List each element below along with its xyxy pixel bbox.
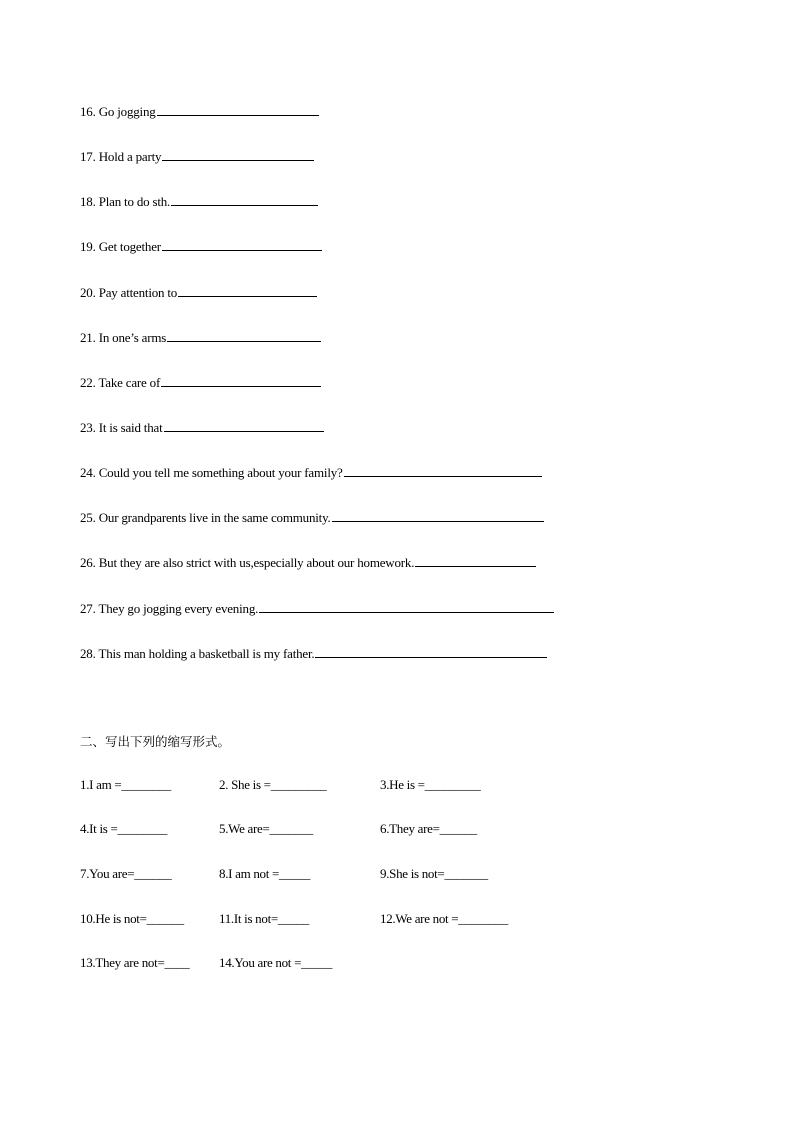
contraction-item-8[interactable]: 8.I am not =_____ [219, 866, 311, 881]
phrase-item-22 [80, 374, 321, 391]
section-title: 二、写出下列的缩写形式。 [80, 734, 231, 749]
answer-blank[interactable] [332, 509, 544, 522]
phrase-text: 21. In one’s arms [80, 330, 167, 345]
phrase-item-19 [80, 238, 322, 255]
answer-blank[interactable] [164, 419, 324, 432]
contraction-item-9[interactable]: 9.She is not=_______ [380, 866, 488, 881]
answer-blank[interactable] [157, 103, 319, 116]
phrase-item-18 [80, 193, 318, 210]
phrase-text: 24. Could you tell me something about your family? [80, 465, 343, 480]
phrase-text: 26. But they are also strict with us,especially about our homework. [80, 555, 415, 570]
phrase-text: 28. This man holding a basketball is my father. [80, 646, 315, 661]
contraction-item-14[interactable]: 14.You are not =_____ [219, 955, 333, 970]
answer-blank[interactable] [315, 645, 547, 658]
phrase-text: 27. They go jogging every evening. [80, 601, 259, 616]
answer-blank[interactable] [344, 464, 542, 477]
phrase-item-16 [80, 103, 319, 120]
contraction-item-7[interactable]: 7.You are=______ [80, 866, 172, 881]
contraction-item-6[interactable]: 6.They are=______ [380, 821, 477, 836]
answer-blank[interactable] [167, 329, 321, 342]
answer-blank[interactable] [161, 374, 321, 387]
phrase-text: 17. Hold a party [80, 149, 162, 164]
phrase-item-27 [80, 600, 554, 617]
contraction-item-12[interactable]: 12.We are not =________ [380, 911, 508, 926]
phrase-item-21 [80, 329, 321, 346]
contraction-item-1[interactable]: 1.I am =________ [80, 777, 171, 792]
phrase-text: 25. Our grandparents live in the same community. [80, 510, 331, 525]
answer-blank[interactable] [178, 284, 317, 297]
answer-blank[interactable] [171, 193, 318, 206]
answer-blank[interactable] [259, 600, 554, 613]
phrase-item-20 [80, 284, 317, 301]
answer-blank[interactable] [162, 238, 322, 251]
phrase-text: 20. Pay attention to [80, 285, 178, 300]
answer-blank[interactable] [162, 148, 314, 161]
contraction-item-2[interactable]: 2. She is =_________ [219, 777, 327, 792]
contraction-item-10[interactable]: 10.He is not=______ [80, 911, 184, 926]
phrase-text: 19. Get together [80, 239, 161, 254]
contraction-item-5[interactable]: 5.We are=_______ [219, 821, 313, 836]
phrase-item-26 [80, 554, 536, 571]
phrase-item-28 [80, 645, 547, 662]
phrase-text: 16. Go jogging [80, 104, 156, 119]
phrase-item-23 [80, 419, 324, 436]
phrase-text: 22. Take care of [80, 375, 161, 390]
phrase-item-24 [80, 464, 542, 481]
contraction-item-4[interactable]: 4.It is =________ [80, 821, 168, 836]
phrase-item-25 [80, 509, 544, 526]
answer-blank[interactable] [415, 554, 536, 567]
phrase-text: 18. Plan to do sth. [80, 194, 171, 209]
contraction-item-13[interactable]: 13.They are not=____ [80, 955, 190, 970]
contraction-item-3[interactable]: 3.He is =_________ [380, 777, 481, 792]
phrase-text: 23. It is said that [80, 420, 163, 435]
contraction-item-11[interactable]: 11.It is not=_____ [219, 911, 309, 926]
phrase-item-17 [80, 148, 314, 165]
